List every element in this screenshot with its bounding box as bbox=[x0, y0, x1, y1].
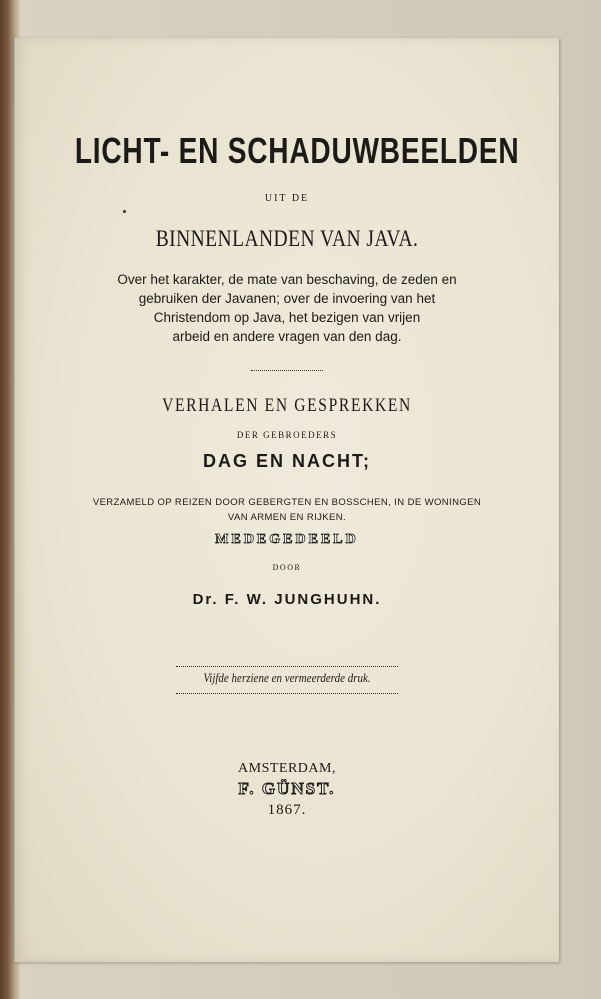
description-line: Over het karakter, de mate van beschaving, de zeden en bbox=[117, 272, 457, 287]
verzameld-block bbox=[15, 495, 559, 525]
book-title: LICHT- EN SCHADUWBEELDEN bbox=[74, 130, 520, 171]
book-subtitle: BINNENLANDEN VAN JAVA. bbox=[155, 226, 419, 251]
publisher-name: F. GÜNST. bbox=[238, 779, 336, 798]
description-line: Christendom op Java, het bezigen van vrijen bbox=[153, 310, 421, 325]
author-name: Dr. F. W. JUNGHUHN. bbox=[192, 591, 382, 608]
ink-speck bbox=[123, 210, 126, 213]
description-line: gebruiken der Javanen; over de invoering van het bbox=[138, 291, 436, 306]
verhalen-heading: VERHALEN EN GESPREKKEN bbox=[162, 395, 412, 416]
edition-note: Vijfde herziene en vermeerderde druk. bbox=[203, 671, 371, 685]
description-block bbox=[15, 270, 559, 346]
publication-year: 1867. bbox=[267, 802, 307, 818]
der-gebroeders-text: DER GEBROEDERS bbox=[236, 430, 338, 440]
verzameld-line: VAN ARMEN EN RIJKEN. bbox=[227, 512, 347, 523]
verzameld-line: VERZAMELD OP REIZEN DOOR GEBERGTEN EN BOSSCHEN, IN DE WONINGEN bbox=[92, 497, 482, 508]
title-page-content bbox=[15, 38, 559, 962]
medegedeeld-text: MEDEGEDEELD bbox=[215, 532, 359, 547]
divider-rule bbox=[251, 370, 323, 371]
description-line: arbeid en andere vragen van den dag. bbox=[172, 329, 402, 344]
publication-city: AMSTERDAM, bbox=[238, 761, 336, 776]
uit-de-text: UIT DE bbox=[264, 193, 310, 204]
door-text: DOOR bbox=[272, 563, 302, 572]
dag-en-nacht-heading: DAG EN NACHT; bbox=[203, 451, 371, 471]
title-page bbox=[14, 38, 559, 962]
